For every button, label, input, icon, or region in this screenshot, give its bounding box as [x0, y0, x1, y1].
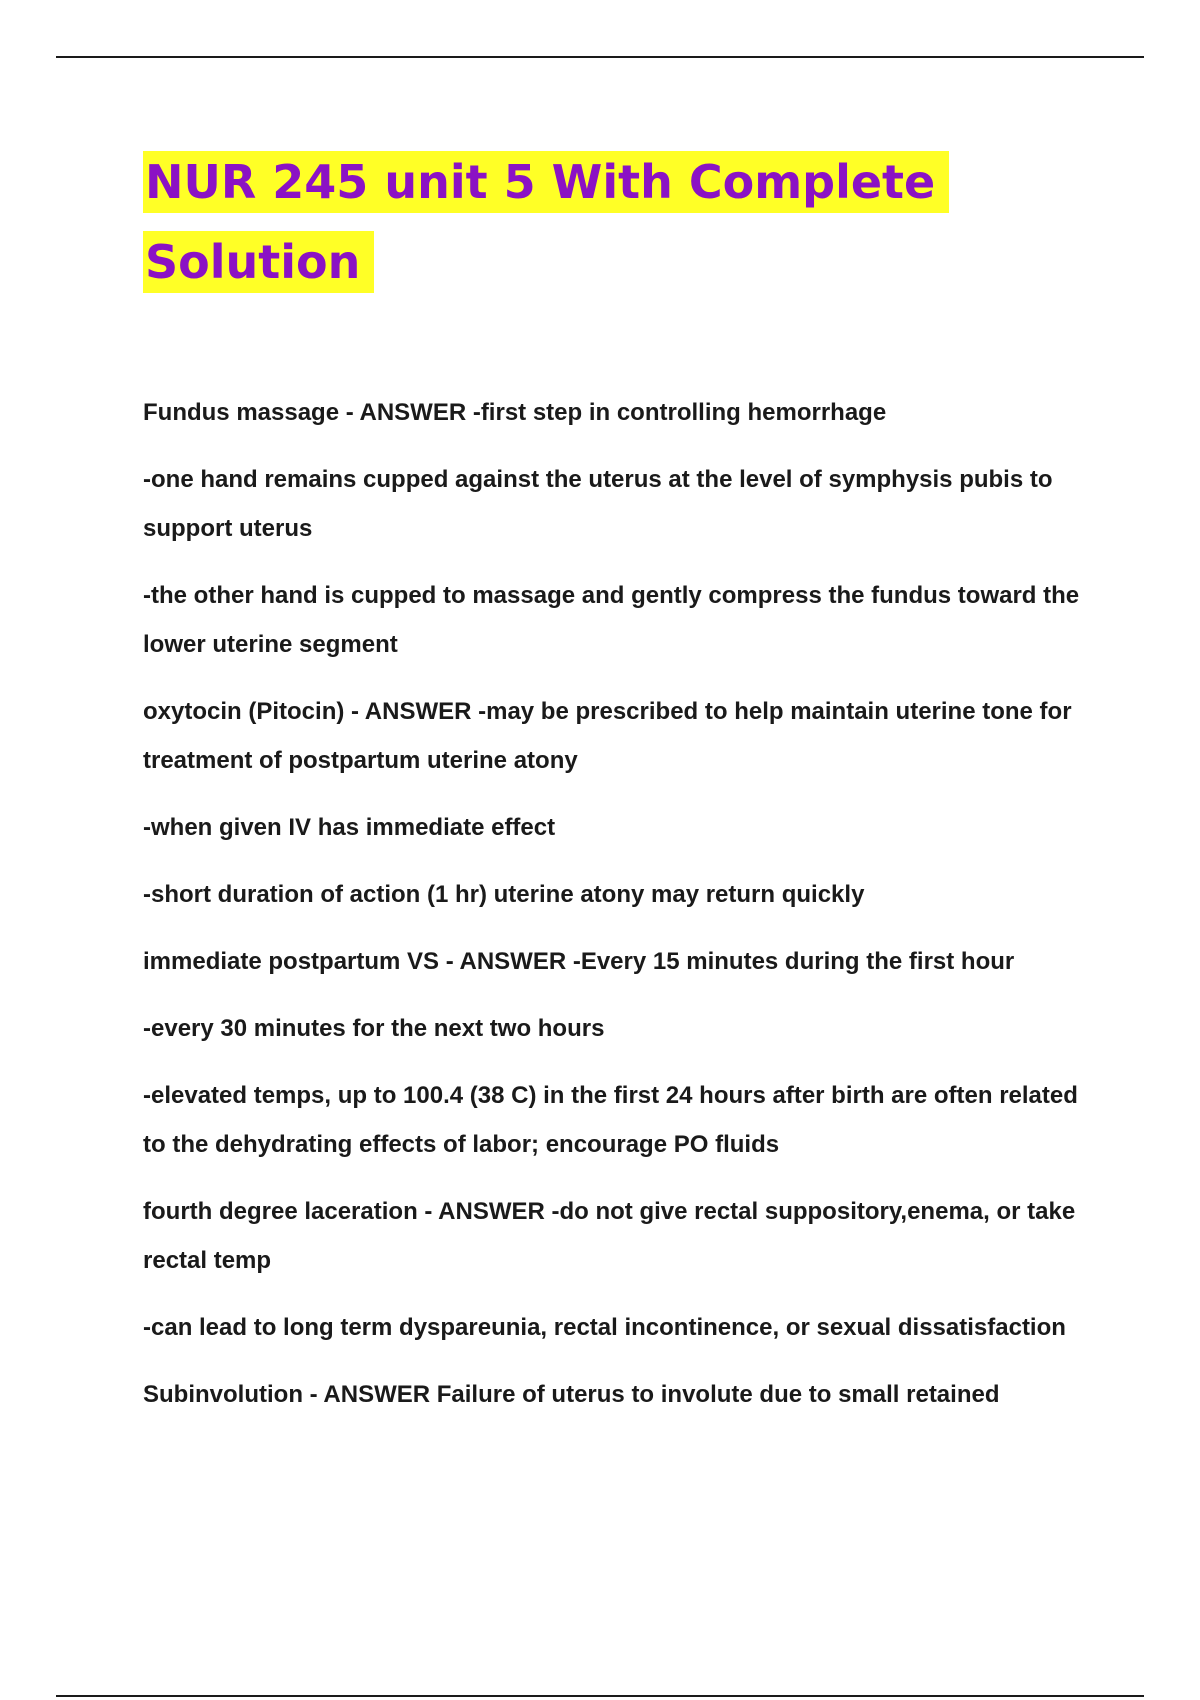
- paragraph-oxytocin: oxytocin (Pitocin) - ANSWER -may be prescribed to help maintain uterine tone for treatment of postpartum uterine atony: [143, 698, 1072, 774]
- title-line-2: Solution: [143, 231, 374, 293]
- paragraph-other-hand: -the other hand is cupped to massage and gently compress the fundus toward the lower uterine segment: [143, 582, 1080, 658]
- footer-rule: [56, 1695, 1144, 1697]
- document-body: [143, 388, 1103, 1437]
- title-line-1: NUR 245 unit 5 With Complete: [143, 151, 949, 213]
- paragraph-every-30-min: -every 30 minutes for the next two hours: [143, 1015, 605, 1042]
- paragraph-elevated-temps: -elevated temps, up to 100.4 (38 C) in the first 24 hours after birth are often related to the dehydrating effects of labor; encourage PO fluids: [143, 1082, 1078, 1158]
- paragraph-postpartum-vs: immediate postpartum VS - ANSWER -Every 15 minutes during the first hour: [143, 948, 1015, 975]
- paragraph-fourth-degree: fourth degree laceration - ANSWER -do not give rectal suppository,enema, or take rectal temp: [143, 1198, 1076, 1274]
- paragraph-one-hand: -one hand remains cupped against the uterus at the level of symphysis pubis to support uterus: [143, 466, 1053, 542]
- document-title: [143, 142, 949, 302]
- header-rule: [56, 56, 1144, 58]
- paragraph-fundus-massage: Fundus massage - ANSWER -first step in controlling hemorrhage: [143, 399, 887, 426]
- paragraph-iv-effect: -when given IV has immediate effect: [143, 814, 556, 841]
- paragraph-subinvolution: Subinvolution - ANSWER Failure of uterus to involute due to small retained: [143, 1381, 1000, 1408]
- paragraph-long-term: -can lead to long term dyspareunia, rectal incontinence, or sexual dissatisfaction: [143, 1314, 1066, 1341]
- paragraph-short-duration: -short duration of action (1 hr) uterine atony may return quickly: [143, 881, 865, 908]
